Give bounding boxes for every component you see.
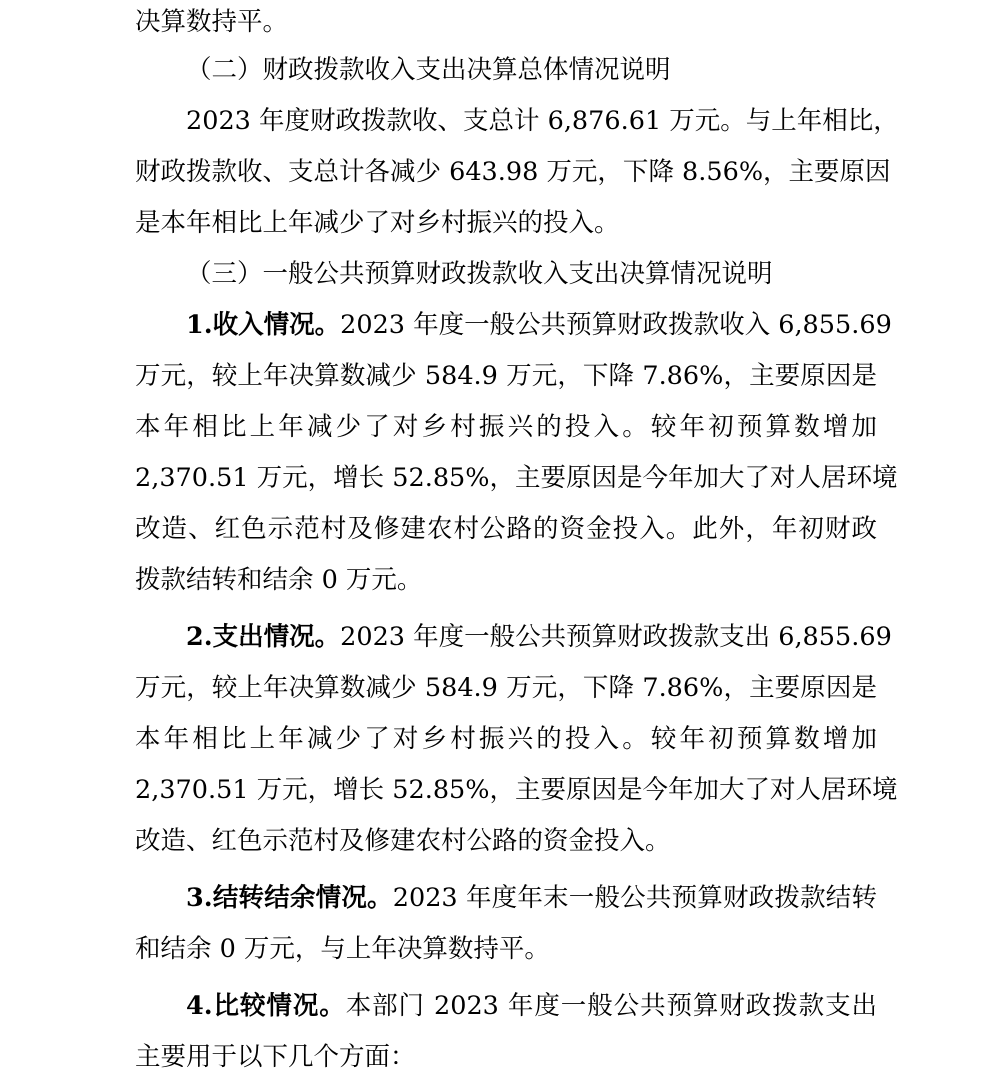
- paragraph-line: 2023 年度财政拨款收、支总计 6,876.61 万元。与上年相比，: [186, 106, 899, 136]
- paragraph-line: 决算数持平。: [135, 7, 289, 37]
- section-heading-three: （三）一般公共预算财政拨款收入支出决算情况说明: [186, 259, 773, 289]
- paragraph-line: 万元，较上年决算数减少 584.9 万元，下降 7.86%，主要原因是: [135, 361, 877, 391]
- document-page: [135, 0, 899, 1083]
- paragraph-line: 和结余 0 万元，与上年决算数持平。: [135, 934, 550, 964]
- paragraph-text: 本部门 2023 年度一般公共预算财政拨款支出: [345, 991, 877, 1021]
- paragraph-line: 本年相比上年减少了对乡村振兴的投入。较年初预算数增加: [135, 724, 877, 754]
- paragraph-line: [135, 300, 892, 351]
- paragraph-line: 万元，较上年决算数减少 584.9 万元，下降 7.86%，主要原因是: [135, 673, 877, 703]
- paragraph-line: [135, 612, 892, 663]
- paragraph-line: 是本年相比上年减少了对乡村振兴的投入。: [135, 208, 620, 238]
- paragraph-text: 2023 年度一般公共预算财政拨款支出 6,855.69: [340, 622, 892, 652]
- paragraph-line: 改造、红色示范村及修建农村公路的资金投入。: [135, 826, 671, 856]
- subheading-comparison: 4.比较情况。: [186, 991, 346, 1021]
- paragraph-line: 主要用于以下几个方面：: [135, 1042, 416, 1072]
- paragraph-line: 改造、红色示范村及修建农村公路的资金投入。此外，年初财政: [135, 514, 877, 544]
- paragraph-line: 拨款结转和结余 0 万元。: [135, 565, 423, 595]
- subheading-carryover: 3.结转结余情况。: [186, 883, 393, 913]
- paragraph-text: 2023 年度年末一般公共预算财政拨款结转: [392, 883, 877, 913]
- section-heading-two: （二）财政拨款收入支出决算总体情况说明: [186, 55, 671, 85]
- paragraph-text: 2023 年度一般公共预算财政拨款收入 6,855.69: [340, 310, 892, 340]
- subheading-expenditure: 2.支出情况。: [186, 622, 341, 652]
- paragraph-line: 本年相比上年减少了对乡村振兴的投入。较年初预算数增加: [135, 412, 877, 442]
- paragraph-line: [135, 981, 877, 1032]
- paragraph-line: 2,370.51 万元，增长 52.85%，主要原因是今年加大了对人居环境: [135, 775, 898, 805]
- subheading-income: 1.收入情况。: [186, 310, 341, 340]
- paragraph-line: [135, 873, 877, 924]
- paragraph-line: 2,370.51 万元，增长 52.85%，主要原因是今年加大了对人居环境: [135, 463, 898, 493]
- paragraph-line: 财政拨款收、支总计各减少 643.98 万元，下降 8.56%，主要原因: [135, 157, 891, 187]
